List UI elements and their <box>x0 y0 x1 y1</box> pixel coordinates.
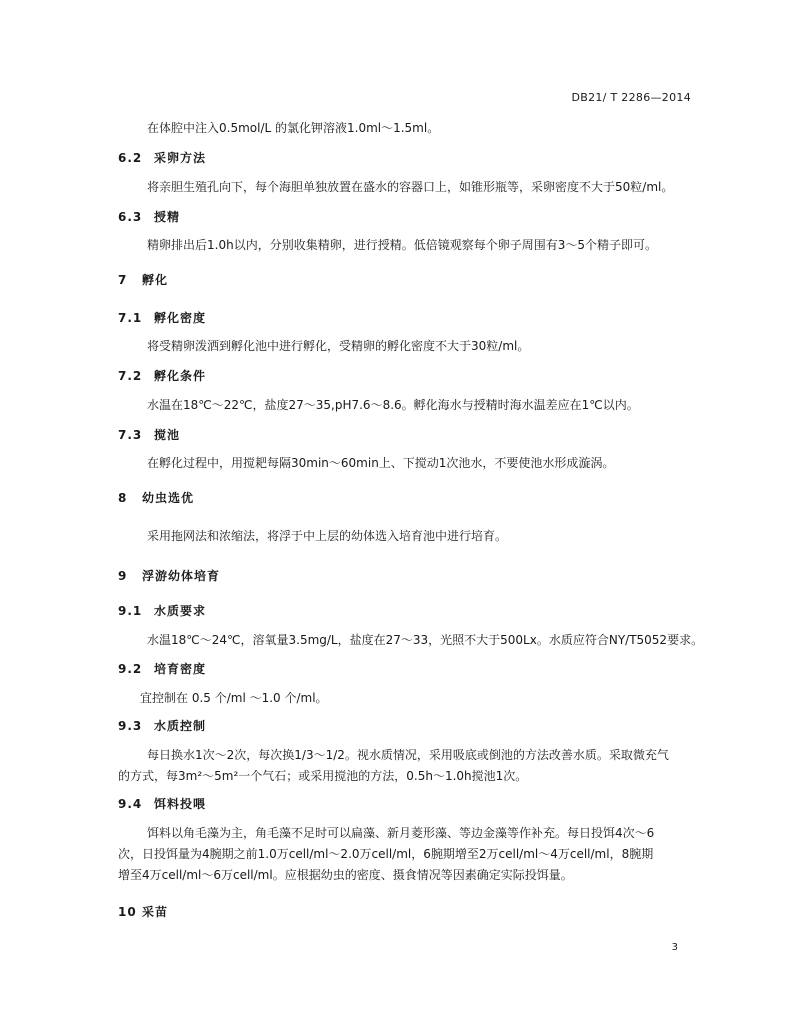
paragraph-6-2: 将亲胆生殖孔向下，每个海胆单独放置在盛水的容器口上，如锥形瓶等，采卵密度不大于50粒/ml。 <box>147 180 674 194</box>
heading-7-3 <box>118 429 180 441</box>
paragraph-7-3: 在孵化过程中，用搅耙每隔30min～60min上、下搅动1次池水，不要使池水形成漩涡。 <box>147 456 615 470</box>
page-number: 3 <box>671 942 678 953</box>
heading-9-4 <box>118 798 206 810</box>
heading-9-2 <box>118 663 206 675</box>
paragraph-7-2: 水温在18℃～22℃，盐度27～35,pH7.6～8.6。孵化海水与授精时海水温差应在1℃以内。 <box>147 398 639 412</box>
heading-9-1 <box>118 605 206 617</box>
heading-7-1 <box>118 312 206 324</box>
heading-number: 9 <box>118 569 128 583</box>
heading-title: 饵料投喂 <box>154 797 207 811</box>
heading-number: 9.4 <box>118 797 143 811</box>
paragraph-9-4-line-1: 饵料以角毛藻为主，角毛藻不足时可以扁藻、新月菱形藻、等边金藻等作补充。每日投饵4次～6 <box>147 826 655 840</box>
heading-number: 10 <box>118 905 137 919</box>
paragraph-6-3: 精卵排出后1.0h以内，分别收集精卵，进行授精。低倍镜观察每个卵子周围有3～5个精子即可。 <box>147 238 657 252</box>
heading-9-3 <box>118 720 206 732</box>
heading-title: 水质控制 <box>154 719 207 733</box>
paragraph-9-3-line-1: 每日换水1次～2次，每次换1/3～1/2。视水质情况，采用吸底或倒池的方法改善水质。采取微充气 <box>147 748 669 762</box>
heading-9 <box>118 570 220 582</box>
heading-6-3 <box>118 211 180 223</box>
heading-number: 7.3 <box>118 428 143 442</box>
heading-number: 6.2 <box>118 151 143 165</box>
heading-10 <box>118 906 168 918</box>
heading-8 <box>118 492 194 504</box>
paragraph-9-2: 宜控制在 0.5 个/ml ～1.0 个/ml。 <box>140 691 328 705</box>
paragraph-7-1: 将受精卵泼洒到孵化池中进行孵化，受精卵的孵化密度不大于30粒/ml。 <box>147 339 530 353</box>
paragraph-9-3-line-2: 的方式，每3m²～5m²一个气石；或采用搅池的方法，0.5h～1.0h搅池1次。 <box>118 769 528 783</box>
paragraph-8: 采用拖网法和浓缩法，将浮于中上层的幼体选入培育池中进行培育。 <box>147 529 508 543</box>
heading-7 <box>118 274 168 286</box>
heading-title: 授精 <box>154 210 181 224</box>
paragraph-9-1: 水温18℃～24℃，溶氧量3.5mg/L，盐度在27～33，光照不大于500Lx。水质应符合NY/T5052要求。 <box>147 633 704 647</box>
heading-number: 8 <box>118 491 128 505</box>
heading-6-2 <box>118 152 206 164</box>
heading-number: 7 <box>118 273 128 287</box>
heading-7-2 <box>118 370 206 382</box>
standard-code-header: DB21/ T 2286—2014 <box>571 91 691 104</box>
heading-title: 采卵方法 <box>154 151 207 165</box>
heading-title: 培育密度 <box>154 662 207 676</box>
paragraph-inject: 在体腔中注入0.5mol/L 的氯化钾溶液1.0ml～1.5ml。 <box>147 121 440 135</box>
heading-title: 水质要求 <box>154 604 207 618</box>
heading-title: 搅池 <box>154 428 181 442</box>
heading-title: 孵化条件 <box>154 369 207 383</box>
heading-number: 9.3 <box>118 719 143 733</box>
heading-number: 6.3 <box>118 210 143 224</box>
heading-title: 孵化密度 <box>154 311 207 325</box>
heading-title: 幼虫选优 <box>142 491 195 505</box>
heading-number: 7.2 <box>118 369 143 383</box>
heading-number: 7.1 <box>118 311 143 325</box>
paragraph-9-4-line-3: 增至4万cell/ml～6万cell/ml。应根据幼虫的密度、摄食情况等因素确定实际投饵量。 <box>118 868 573 882</box>
heading-number: 9.1 <box>118 604 143 618</box>
paragraph-9-4-line-2: 次，日投饵量为4腕期之前1.0万cell/ml～2.0万cell/ml，6腕期增至2万cell/ml～4万cell/ml，8腕期 <box>118 847 654 861</box>
heading-title: 浮游幼体培育 <box>142 569 221 583</box>
heading-number: 9.2 <box>118 662 143 676</box>
heading-title: 采苗 <box>142 905 169 919</box>
heading-title: 孵化 <box>142 273 169 287</box>
